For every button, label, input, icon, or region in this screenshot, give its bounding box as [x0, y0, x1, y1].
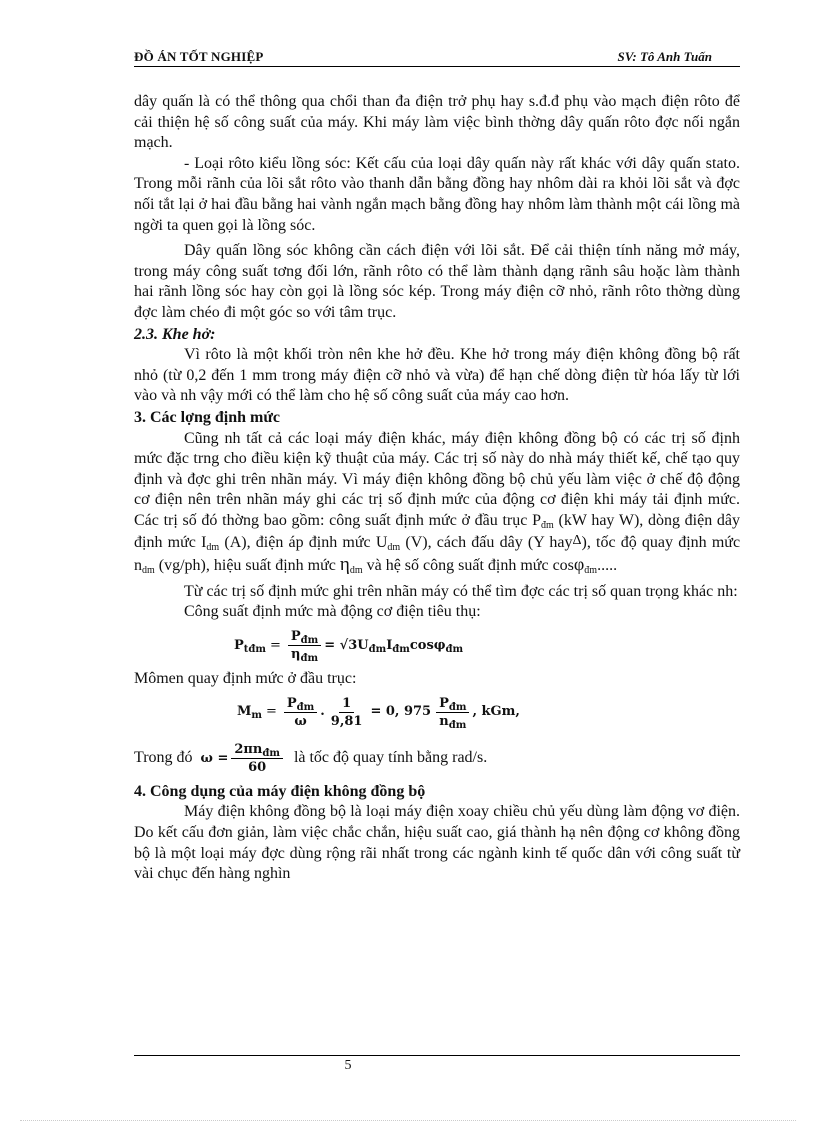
symbol-i-dm: $I_{dm}$ [201, 534, 220, 554]
formula-power-fraction: $\frac{P_{đm}}{\eta_{đm}}$ [288, 629, 321, 662]
formula-omega: ω = $\frac{2\pi n_{đm}}{60}$ [201, 736, 286, 782]
heading-applications: 4. Công dụng của máy điện không đồng bộ [134, 782, 426, 800]
page-edge-divider [20, 1120, 796, 1121]
symbol-phi-dm: $\varphi_{đm}$ [573, 554, 598, 577]
paragraph-squirrel-cage-rotor: - Loại rôto kiểu lồng sóc: Kết cấu của loại dây quấn này rất khác với dây quấn stato. Trong mỗi rãnh của lõi sắt rôto vào thanh dẫn bằng đồng hay nhôm dài ra khỏi lõi sắt và đợc nối tắt lại ở hai đầu bằng hai vành ngắn mạch bằng đồng hay nhôm làm thành một cái lồng mà ngời ta quen gọi là lồng sóc. [134, 154, 740, 234]
paragraph-squirrel-cage-insulation: Dây quấn lồng sóc không cần cách điện với lõi sắt. Để cải thiện tính năng mở máy, trong máy công suất tơng đối lớn, rãnh rôto có thể làm thành dạng rãnh sâu hoặc làm thành hai rãnh lồng sóc hay còn gọi là lồng sóc kép. Trong máy điện cỡ nhỏ, rãnh rôto thờng dùng đợc làm chéo đi một góc so với tâm trục. [134, 242, 740, 321]
paragraph-rated-values: Cũng nh tất cả các loại máy điện khác, máy điện không đồng bộ có các trị số định mức đặc trng cho điều kiện kỹ thuật của máy. Các trị số này do nhà máy thiết kế, chế tạo quy định và đợc ghi trên nhãn máy. Vì máy điện không đồng bộ chủ yếu làm việc ở chế độ động cơ điện nên trên nhãn máy ghi các trị số định mức của động cơ điện khi máy tải định mức. Các trị số đó thờng bao gồm: công suất định mức ở đầu trục $P_{đm}$ (kW hay W), dòng điện dây định mức $I_{dm}$ (A), điện áp định mức $U_{dm}$ (V), cách đấu dây (Y hayΔ), tốc độ quay định mức $n_{dm}$ (vg/ph), hiệu suất định mức $\eta_{dm}$ và hệ số công suất định mức cosφ$_{đm}$..... [134, 429, 741, 577]
paragraph-power-consumed: Công suất định mức mà động cơ điện tiêu thụ: [184, 603, 481, 621]
symbol-n-dm: $n_{dm}$ [134, 557, 155, 577]
formula-torque-fraction-1: $\frac{P_{đm}}{\omega}$ [284, 696, 317, 729]
formula-torque-lhs: $M_m$ [237, 704, 262, 722]
symbol-u-dm: $U_{dm}$ [375, 534, 401, 554]
page-header [134, 46, 740, 67]
formula-torque-fraction-3: $\frac{P_{đm}}{n_{đm}}$ [436, 696, 469, 729]
symbol-eta-dm: $\eta_{dm}$ [339, 554, 363, 577]
page-number: 5 [344, 1058, 352, 1073]
heading-air-gap: 2.3. Khe hở: [134, 325, 216, 343]
paragraph-applications: Máy điện không đồng bộ là loại máy điện xoay chiều chủ yếu dùng làm động vơ điện. Do kết cấu đơn giản, làm việc chắc chắn, hiệu suất cao, giá thành hạ nên động cơ không đồng bộ là một loại máy đợc dùng rộng rãi nhất trong các ngành kinh tế quốc dân với công suất từ vài chục đến hàng nghìn [134, 803, 740, 883]
footer-rule [134, 1055, 740, 1056]
paragraph-torque: Mômen quay định mức ở đầu trục: [134, 669, 357, 687]
document-body [134, 92, 740, 885]
formula-power-lhs: $P_{tđm}$ [234, 637, 266, 655]
formula-power-rhs: = $√3U_{đm}I_{đm}\cos\varphi_{đm}$ [324, 637, 464, 655]
symbol-p-dm: $P_{đm}$ [532, 511, 554, 531]
header-title: ĐỒ ÁN TỐT NGHIỆP [134, 49, 264, 64]
paragraph-omega-definition: Trong đó ω = $\frac{2\pi n_{đm}}{60}$ là tốc độ quay tính bằng rad/s. [134, 735, 740, 781]
formula-torque-fraction-2: $\frac{1}{9,81}$ [330, 695, 363, 729]
paragraph-rotor-winding: dây quấn là có thể thông qua chổi than đa điện trở phụ hay s.đ.đ phụ vào mạch điện rôto để cải thiện hệ số công suất của máy. Khi máy làm việc bình thờng dây quấn rôto đợc nối ngắn mạch. [134, 93, 740, 152]
symbol-delta: Δ [572, 533, 582, 549]
header-author: SV: Tô Anh Tuấn [617, 49, 712, 64]
formula-torque: $M_m$ = $\frac{P_{đm}}{\omega}$ . $\frac{1}{9,81}$ = 0, 975 $\frac{P_{đm}}{n_{đm}}$ , kGm, [237, 695, 520, 731]
paragraph-air-gap: Vì rôto là một khối tròn nên khe hở đều. Khe hở trong máy điện không đồng bộ rất nhỏ (từ 0,2 đến 1 mm trong máy điện cỡ nhỏ và vừa) để hạn chế dòng điện từ hóa lấy từ lới vào và nh vậy mới có thể làm cho hệ số công suất của máy cao hơn. [134, 346, 740, 405]
heading-rated-values: 3. Các lợng định mức [134, 408, 281, 426]
formula-power: $P_{tđm}$ = $\frac{P_{đm}}{\eta_{đm}}$ = $√3U_{đm}I_{đm}\cos\varphi_{đm}$ [234, 629, 464, 665]
paragraph-derived-values: Từ các trị số định mức ghi trên nhãn máy có thể tìm đợc các trị số quan trọng khác nh: [184, 582, 738, 600]
